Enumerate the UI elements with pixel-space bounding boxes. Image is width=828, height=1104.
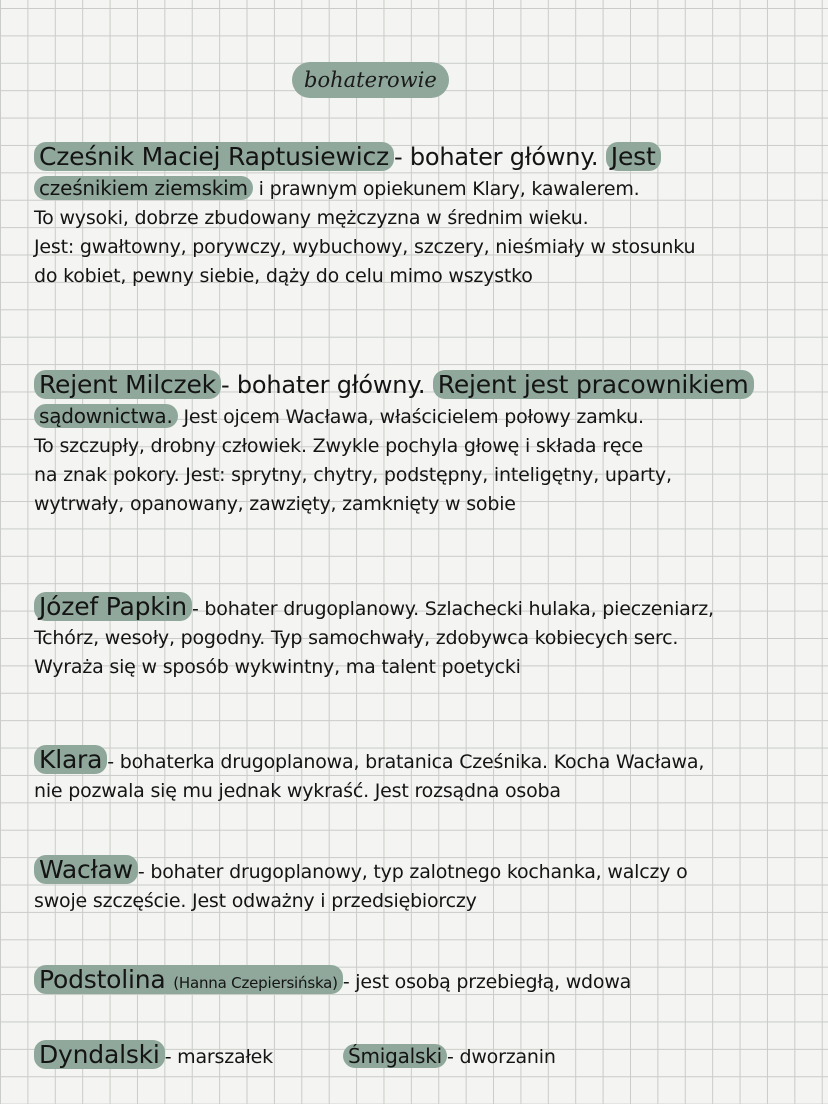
czesnik-title: cześnikiem ziemskim — [34, 176, 253, 200]
page-title: bohaterowie — [292, 62, 449, 98]
podstolina-rest: - jest osobą przebiegłą, wdowa — [342, 971, 632, 993]
dyndalski-rest: - marszałek — [164, 1046, 273, 1068]
smigalski-name: Śmigalski — [343, 1044, 447, 1068]
papkin-line-2: Tchórz, wesoły, pogodny. Typ samochwały, zdobywca kobiecych serc. — [34, 627, 679, 649]
papkin-line-1-rest: - bohater drugoplanowy. Szlachecki hulaka, pieczeniarz, — [191, 598, 714, 620]
note-papkin — [34, 592, 824, 682]
papkin-line-3: Wyraża się w sposób wykwintny, ma talent poetycki — [34, 656, 521, 678]
waclaw-line-1-rest: - bohater drugoplanowy, typ zalotnego kochanka, walczy o — [137, 861, 688, 883]
czesnik-line-4: Jest: gwałtowny, porywczy, wybuchowy, szczery, nieśmiały w stosunku — [34, 236, 696, 258]
note-waclaw — [34, 855, 824, 916]
rejent-line-5: wytrwały, opanowany, zawzięty, zamknięty w sobie — [34, 493, 516, 515]
klara-name: Klara — [34, 745, 107, 774]
note-czesnik — [34, 142, 824, 291]
papkin-name: Józef Papkin — [34, 592, 192, 621]
czesnik-role: - bohater główny. — [393, 143, 599, 171]
czesnik-name: Cześnik Maciej Raptusiewicz — [34, 142, 394, 171]
rejent-highlight-2: sądownictwa. — [34, 404, 178, 428]
rejent-highlight-1: Rejent jest pracownikiem — [433, 370, 754, 399]
rejent-line-1 — [34, 370, 824, 400]
klara-line-1 — [34, 745, 824, 777]
rejent-line-2-rest: Jest ojcem Wacława, właścicielem połowy zamku. — [183, 406, 644, 428]
waclaw-name: Wacław — [34, 855, 138, 884]
dyndalski-name: Dyndalski — [34, 1040, 165, 1069]
klara-line-2: nie pozwala się mu jednak wykraść. Jest rozsądna osoba — [34, 780, 561, 802]
klara-line-1-rest: - bohaterka drugoplanowa, bratanica Cześnika. Kocha Wacława, — [107, 751, 705, 773]
rejent-role: - bohater główny. — [220, 371, 426, 399]
note-rejent — [34, 370, 824, 519]
waclaw-line-2: swoje szczęście. Jest odważny i przedsiębiorczy — [34, 890, 477, 912]
note-klara — [34, 745, 824, 806]
rejent-line-4: na znak pokory. Jest: sprytny, chytry, podstępny, inteligętny, uparty, — [34, 464, 672, 486]
czesnik-line-5: do kobiet, pewny siebie, dąży do celu mimo wszystko — [34, 265, 533, 287]
czesnik-line-2-rest: i prawnym opiekunem Klary, kawalerem. — [258, 178, 640, 200]
podstolina-line — [34, 965, 824, 998]
czesnik-line-1 — [34, 142, 824, 172]
rejent-line-3: To szczupły, drobny człowiek. Zwykle pochyla głowę i składa ręce — [34, 435, 644, 457]
minor-characters-line — [34, 1040, 824, 1072]
rejent-line-2 — [34, 402, 824, 432]
papkin-line-1 — [34, 592, 824, 624]
note-podstolina — [34, 965, 824, 998]
waclaw-line-1 — [34, 855, 824, 887]
rejent-name: Rejent Milczek — [34, 370, 221, 399]
podstolina-full-name: (Hanna Czepiersińska) — [173, 974, 338, 992]
note-minor-characters — [34, 1040, 824, 1072]
podstolina-name-text: Podstolina — [39, 965, 166, 994]
podstolina-name — [34, 965, 343, 994]
czesnik-line-3: To wysoki, dobrze zbudowany mężczyzna w średnim wieku. — [34, 207, 589, 229]
czesnik-jest: Jest — [606, 142, 661, 171]
czesnik-line-2 — [34, 174, 824, 204]
smigalski-rest: - dworzanin — [446, 1046, 556, 1068]
